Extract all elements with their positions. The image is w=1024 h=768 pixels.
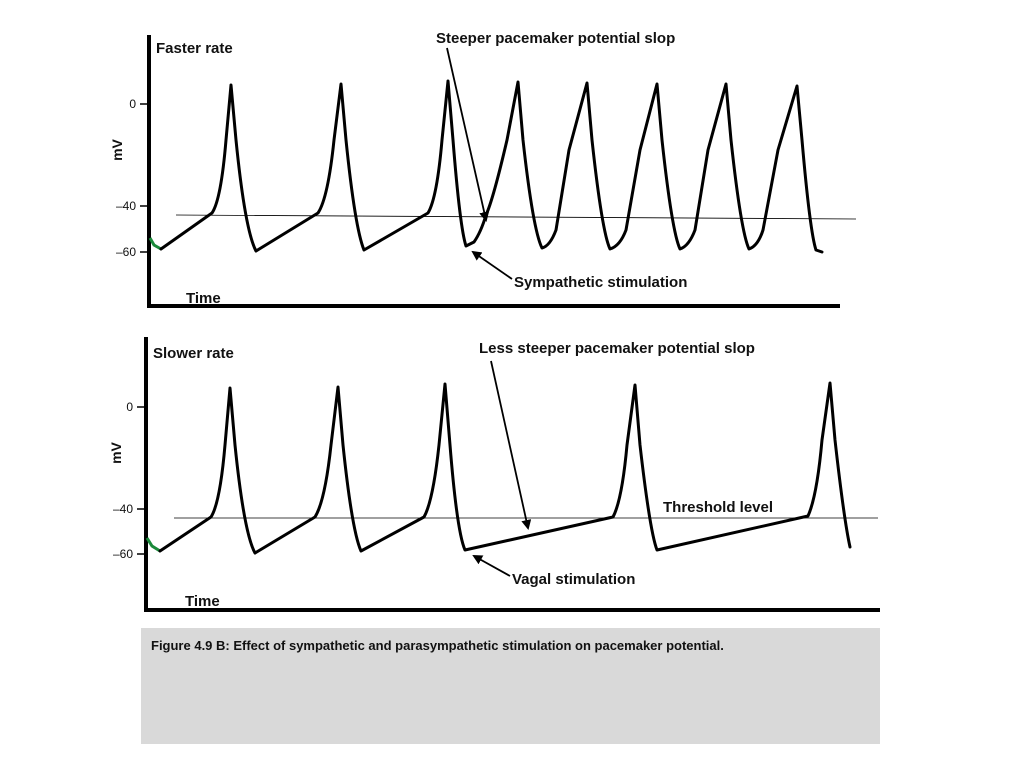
bottom-trace-start — [147, 538, 160, 551]
top-y-tick-label-40: –40 — [115, 199, 136, 213]
top-panel — [109, 30, 856, 308]
bottom-y-tick-label-0: 0 — [126, 400, 133, 414]
bottom-panel — [108, 337, 880, 612]
bottom-y-axis-label: mV — [108, 442, 124, 464]
bottom-annotation-threshold: Threshold level — [663, 499, 774, 516]
bottom-annotation-stimulation: Vagal stimulation — [512, 571, 636, 588]
top-annotation-slope: Steeper pacemaker potential slop — [436, 30, 676, 47]
top-y-tick-label-60: –60 — [115, 245, 136, 259]
bottom-panel-title: Slower rate — [153, 345, 234, 362]
top-annotation-stimulation: Sympathetic stimulation — [514, 274, 688, 291]
bottom-action-potential-trace — [160, 383, 850, 553]
top-threshold-line — [176, 215, 856, 219]
bottom-annotation-slope: Less steeper pacemaker potential slop — [479, 340, 755, 357]
bottom-annotation-stimulation-arrow — [474, 556, 510, 576]
top-y-axis-label: mV — [109, 139, 125, 161]
figure-caption: Figure 4.9 B: Effect of sympathetic and parasympathetic stimulation on pacemaker potential. — [151, 638, 724, 653]
bottom-y-tick-label-60: –60 — [112, 547, 133, 561]
top-y-tick-label-0: 0 — [129, 97, 136, 111]
top-x-axis-label: Time — [186, 290, 221, 307]
caption-box — [141, 628, 880, 744]
top-action-potential-trace — [161, 81, 822, 252]
top-annotation-stimulation-arrow — [473, 252, 512, 279]
bottom-annotation-slope-arrow — [491, 361, 528, 528]
bottom-y-tick-label-40: –40 — [112, 502, 133, 516]
top-panel-title: Faster rate — [156, 40, 233, 57]
top-trace-start — [150, 238, 161, 249]
bottom-x-axis-label: Time — [185, 593, 220, 610]
